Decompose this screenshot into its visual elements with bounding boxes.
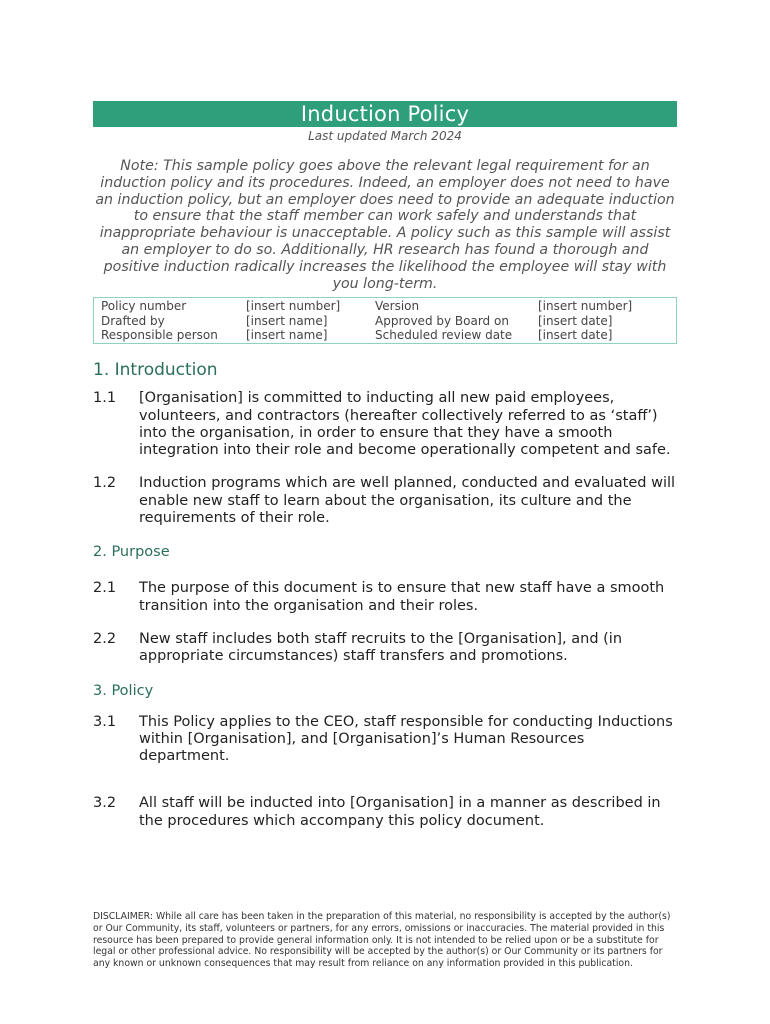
meta-label-approved-by: Approved by Board on bbox=[375, 313, 509, 328]
meta-label-review-date: Scheduled review date bbox=[375, 327, 513, 342]
paragraph bbox=[93, 631, 677, 666]
policy-page bbox=[93, 101, 677, 830]
paragraph-text: Induction programs which are well planned, conducted and evaluated will enable new staff to learn about the organisation, its culture and the requirements of their role. bbox=[139, 475, 676, 527]
section-heading-introduction: 1. Introduction bbox=[93, 360, 218, 381]
paragraph bbox=[93, 580, 677, 615]
policy-meta-table bbox=[93, 297, 677, 344]
paragraph-text: This Policy applies to the CEO, staff responsible for conducting Inductions within [Organisation], and [Organisation]’s Human Resources department. bbox=[139, 713, 673, 765]
paragraph bbox=[93, 475, 677, 527]
paragraph-number: 2.1 bbox=[93, 580, 117, 597]
disclaimer: DISCLAIMER: While all care has been taken in the preparation of this material, no responsibility is accepted by the author(s) or Our Community, its staff, volunteers or partners, for any errors, omissions or inaccuracies. The material provided in this resource has been prepared to provide general information only. It is not intended to be relied upon or be a substitute for legal or other professional advice. No responsibility will be accepted by the author(s) or Our Community or its partners for any known or unknown consequences that may result from reliance on any information provided in this publication. bbox=[93, 911, 671, 970]
meta-label-version: Version bbox=[375, 299, 420, 314]
paragraph-text: All staff will be inducted into [Organisation] in a manner as described in the procedures which accompany this policy document. bbox=[139, 795, 661, 829]
paragraph-number: 3.1 bbox=[93, 713, 117, 730]
meta-value-policy-number: [insert number] bbox=[246, 299, 341, 314]
paragraph-number: 3.2 bbox=[93, 795, 117, 812]
meta-row bbox=[94, 328, 677, 344]
last-updated: Last updated March 2024 bbox=[308, 129, 462, 143]
paragraph bbox=[93, 795, 677, 830]
meta-row bbox=[94, 314, 677, 328]
paragraph bbox=[93, 714, 677, 766]
meta-value-approved-by: [insert date] bbox=[538, 313, 613, 328]
paragraph-number: 1.1 bbox=[93, 390, 117, 407]
meta-label-drafted-by: Drafted by bbox=[101, 313, 165, 328]
paragraph-text: The purpose of this document is to ensure that new staff have a smooth transition into the organisation and their roles. bbox=[139, 580, 665, 614]
paragraph-text: [Organisation] is committed to inducting all new paid employees, volunteers, and contractors (hereafter collectively referred to as ‘staff’) into the organisation, in order to ensure that they have a smooth integration into their role and become operationally competent and safe. bbox=[139, 390, 671, 459]
meta-label-responsible-person: Responsible person bbox=[101, 327, 218, 342]
meta-value-drafted-by: [insert name] bbox=[246, 313, 328, 328]
meta-value-responsible-person: [insert name] bbox=[246, 327, 328, 342]
sample-note: Note: This sample policy goes above the relevant legal requirement for an induction policy and its procedures. Indeed, an employer does not need to have an induction policy, but an employer does need to provide an adequate induction to ensure that the staff member can work safely and understands that inappropriate behaviour is unacceptable. A policy such as this sample will assist an employer to do so. Additionally, HR research has found a thorough and positive induction radically increases the likelihood the employee will stay with you long-term. bbox=[95, 158, 675, 292]
paragraph-number: 1.2 bbox=[93, 475, 117, 492]
paragraph-text: New staff includes both staff recruits to the [Organisation], and (in appropriate circumstances) staff transfers and promotions. bbox=[139, 630, 623, 665]
paragraph bbox=[93, 390, 677, 459]
paragraph-number: 2.2 bbox=[93, 630, 117, 647]
section-heading-purpose: 2. Purpose bbox=[93, 544, 170, 561]
meta-value-review-date: [insert date] bbox=[538, 327, 613, 342]
meta-row bbox=[94, 298, 677, 314]
document-title: Induction Policy bbox=[93, 101, 677, 127]
section-heading-policy: 3. Policy bbox=[93, 682, 154, 699]
meta-label-policy-number: Policy number bbox=[101, 299, 187, 314]
meta-value-version: [insert number] bbox=[538, 299, 633, 314]
